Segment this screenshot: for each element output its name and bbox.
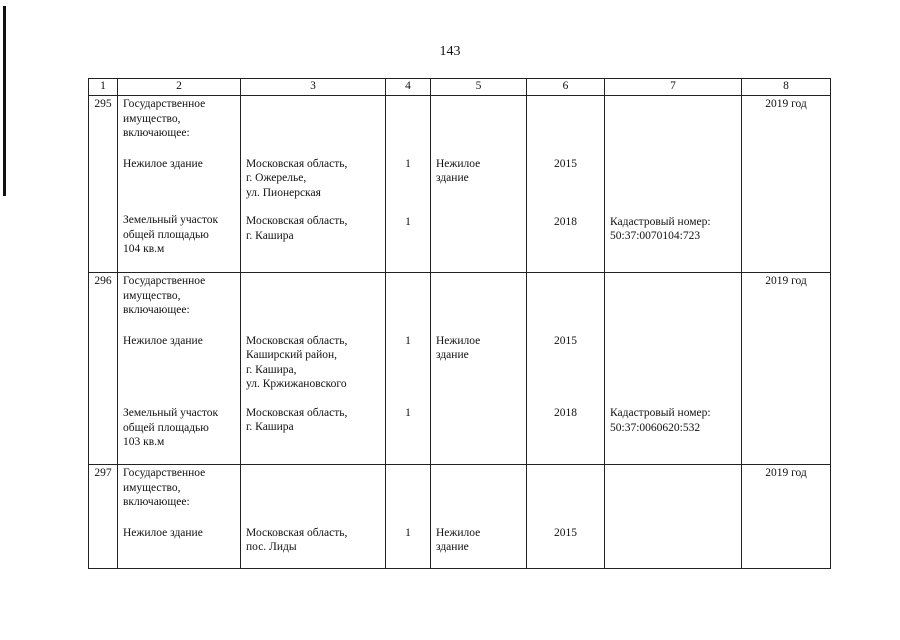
asset-title-line: включающее: [123,127,190,139]
address-line: ул. Кржижановского [246,378,347,390]
asset-title-line: Государственное [123,467,206,479]
purpose-cell [431,96,527,273]
page-number: 143 [439,44,461,59]
table-row [89,273,831,465]
item-name-line: Земельный участок [123,407,219,419]
address-line: г. Ожерелье, [246,172,307,184]
asset-title-line: имущество, [123,481,181,494]
purpose-line: Нежилое [436,526,481,539]
column-number-row [89,79,831,96]
column-header: 3 [241,79,386,96]
address-line: Московская область, [246,406,348,419]
year-built-cell [527,273,605,465]
item-name-line: 103 кв.м [123,436,165,448]
asset-name-cell [118,465,241,569]
quantity-value: 1 [405,407,411,419]
cadastral-line: 50:37:0070104:723 [610,230,701,242]
column-header: 2 [118,79,241,96]
quantity-cell [386,96,431,273]
scan-edge-mark [3,6,6,196]
transfer-year-value: 2019 год [765,467,807,479]
address-cell [241,273,386,465]
address-line: Московская область, [246,334,348,347]
purpose-line: Нежилое [436,334,481,347]
asset-title-line: включающее: [123,496,190,508]
purpose-line: здание [436,541,469,553]
asset-title-line: имущество, [123,112,181,125]
address-cell [241,96,386,273]
cadastral-line: 50:37:0060620:532 [610,421,701,434]
purpose-cell [431,273,527,465]
asset-title-line: включающее: [123,304,190,316]
asset-name-cell [118,96,241,273]
purpose-line: Нежилое [436,157,481,170]
transfer-year-cell [742,273,831,465]
quantity-value: 1 [405,334,411,347]
column-header: 7 [605,79,742,96]
transfer-year-value: 2019 год [765,98,807,110]
column-header: 6 [527,79,605,96]
transfer-year-cell [742,96,831,273]
note-cell [605,96,742,273]
address-line: Московская область, [246,157,348,170]
year-built-value: 2018 [554,407,577,419]
year-built-value: 2015 [554,157,577,170]
quantity-value: 1 [405,526,411,539]
note-cell [605,465,742,569]
transfer-year-cell [742,465,831,569]
transfer-year-value: 2019 год [765,275,807,287]
year-built-value: 2015 [554,334,577,347]
record-number: 297 [89,465,118,569]
table-row [89,96,831,273]
cadastral-line: Кадастровый номер: [610,215,711,228]
purpose-line: здание [436,349,469,361]
cadastral-line: Кадастровый номер: [610,407,711,419]
item-name-line: общей площадью [123,228,209,241]
purpose-cell [431,465,527,569]
item-name-line: Земельный участок [123,214,219,226]
table-row [89,465,831,569]
quantity-cell [386,465,431,569]
record-number: 296 [89,273,118,465]
column-header: 4 [386,79,431,96]
property-registry-table [88,78,831,569]
year-built-value: 2018 [554,215,577,228]
column-header: 8 [742,79,831,96]
address-line: Каширский район, [246,349,338,361]
year-built-value: 2015 [554,526,577,539]
item-name-line: общей площадью [123,421,209,434]
purpose-line: здание [436,172,469,184]
asset-title-line: Государственное [123,98,206,110]
year-built-cell [527,96,605,273]
asset-title-line: Государственное [123,275,206,287]
address-line: г. Кашира, [246,363,297,376]
record-number: 295 [89,96,118,273]
address-line: г. Кашира [246,421,294,433]
asset-name-cell [118,273,241,465]
asset-title-line: имущество, [123,289,181,302]
address-line: Московская область, [246,215,348,227]
item-name-line: Нежилое здание [123,334,203,347]
column-header: 5 [431,79,527,96]
item-name-line: 104 кв.м [123,243,165,255]
item-name-line: Нежилое здание [123,157,203,170]
quantity-cell [386,273,431,465]
quantity-value: 1 [405,215,411,228]
column-header: 1 [89,79,118,96]
address-line: ул. Пионерская [246,186,321,199]
address-line: г. Кашира [246,229,294,242]
note-cell [605,273,742,465]
address-cell [241,465,386,569]
address-line: Московская область, [246,526,348,539]
year-built-cell [527,465,605,569]
address-line: пос. Лиды [246,541,297,553]
item-name-line: Нежилое здание [123,526,203,539]
quantity-value: 1 [405,157,411,170]
